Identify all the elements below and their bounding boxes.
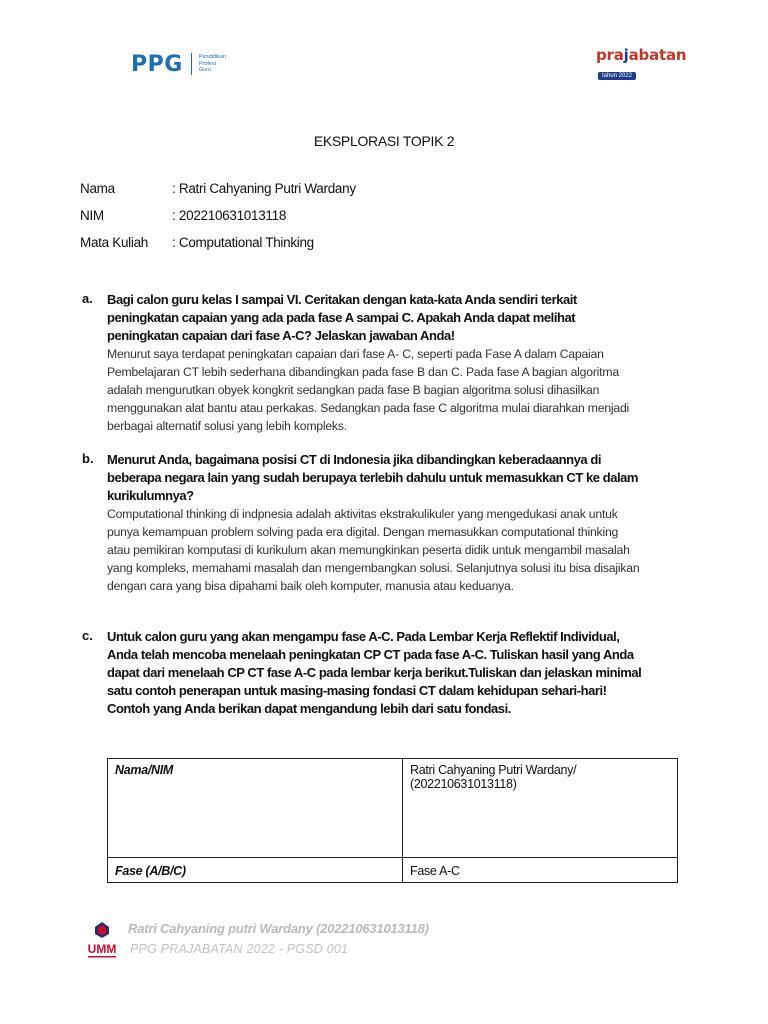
table-cell-label: Fase (A/B/C) xyxy=(108,858,403,883)
answer-text: Computational thinking di indpnesia adalah aktivitas ekstrakulikuler yang mengedukasi anak untuk punya kemampuan problem solving pada era digital. Dengan memasukkan computational thinking atau pemikiran komputasi di kurikulum akan memungkinkan peserta didik untuk mengambil masalah yang kompleks, memahami masalah dan mengembangkan solusi. Selanjutnya solusi itu bisa disajikan dengan cara yang bisa dipahami baik oleh komputer, manusia atau keduanya. xyxy=(107,507,640,593)
question-letter: b. xyxy=(82,451,94,466)
table-cell-value: Ratri Cahyaning Putri Wardany/ (202210631013118) xyxy=(403,759,678,858)
question-letter: a. xyxy=(82,291,93,306)
table-row xyxy=(108,759,678,858)
prajabatan-logo xyxy=(596,46,687,82)
identity-label-name: Nama xyxy=(80,181,115,196)
ppg-logo-text: PPG xyxy=(131,51,183,77)
question-c xyxy=(82,628,642,718)
identity-value-course: : Computational Thinking xyxy=(172,235,314,250)
footer-program: PPG PRAJABATAN 2022 - PGSD 001 xyxy=(130,942,349,956)
table-cell-value: Fase A-C xyxy=(403,858,678,883)
ppg-logo-subtitle: Pendidikan Profesi Guru xyxy=(198,54,227,74)
prajabatan-year-badge: tahun 2022 xyxy=(598,72,636,80)
page-title: EKSPLORASI TOPIK 2 xyxy=(313,133,455,149)
identity-label-nim: NIM xyxy=(80,208,104,223)
answer-text: Menurut saya terdapat peningkatan capaian dari fase A- C, seperti pada Fase A dalam Capaian Pembelajaran CT lebih sederhana dibandingkan pada fase B dan C. Pada fase A bagian algoritma adalah mengurutkan obyek kongkrit sedangkan pada fase B bagian algoritma solusi dihasilkan menggunakan alat bantu atau perkakas. Sedangkan pada fase C algoritma mulai diarahkan menjadi berbagai alternatif solusi yang lebih kompleks. xyxy=(107,347,630,433)
umm-logo xyxy=(82,920,122,962)
ppg-logo xyxy=(131,50,226,78)
question-b xyxy=(82,451,642,595)
table-cell-label: Nama/NIM xyxy=(108,759,403,858)
ppg-logo-divider xyxy=(191,53,192,75)
svg-text:UMM: UMM xyxy=(87,942,117,956)
question-letter: c. xyxy=(82,628,93,643)
prajabatan-wordmark: prajabatan xyxy=(596,46,687,64)
table-row xyxy=(108,858,678,883)
footer-author: Ratri Cahyaning putri Wardany (202210631013118) xyxy=(128,921,429,936)
question-text: Menurut Anda, bagaimana posisi CT di Indonesia jika dibandingkan keberadaannya di beberapa negara lain yang sudah berupaya terlebih dahulu untuk memasukkan CT ke dalam kurikulumnya? xyxy=(107,452,639,503)
question-text: Untuk calon guru yang akan mengampu fase A-C. Pada Lembar Kerja Reflektif Individual, Anda telah mencoba menelaah peningkatan CP CT pada fase A-C. Tuliskan hasil yang Anda dapat dari menelaah CP CT fase A-C pada lembar kerja berikut.Tuliskan dan jelaskan minimal satu contoh penerapan untuk masing-masing fondasi CT dalam kehidupan sehari-hari! Contoh yang Anda berikan dapat mengandung lebih dari satu fondasi. xyxy=(107,629,642,716)
identity-value-name: : Ratri Cahyaning Putri Wardany xyxy=(172,181,356,196)
question-text: Bagi calon guru kelas I sampai VI. Ceritakan dengan kata-kata Anda sendiri terkait peningkatan capaian yang ada pada fase A sampai C. Apakah Anda dapat melihat peningkatan capaian dari fase A-C? Jelaskan jawaban Anda! xyxy=(107,292,577,343)
question-a xyxy=(82,291,642,435)
identity-label-course: Mata Kuliah xyxy=(80,235,148,250)
worksheet-table xyxy=(107,758,678,883)
identity-value-nim: : 202210631013118 xyxy=(172,208,287,223)
